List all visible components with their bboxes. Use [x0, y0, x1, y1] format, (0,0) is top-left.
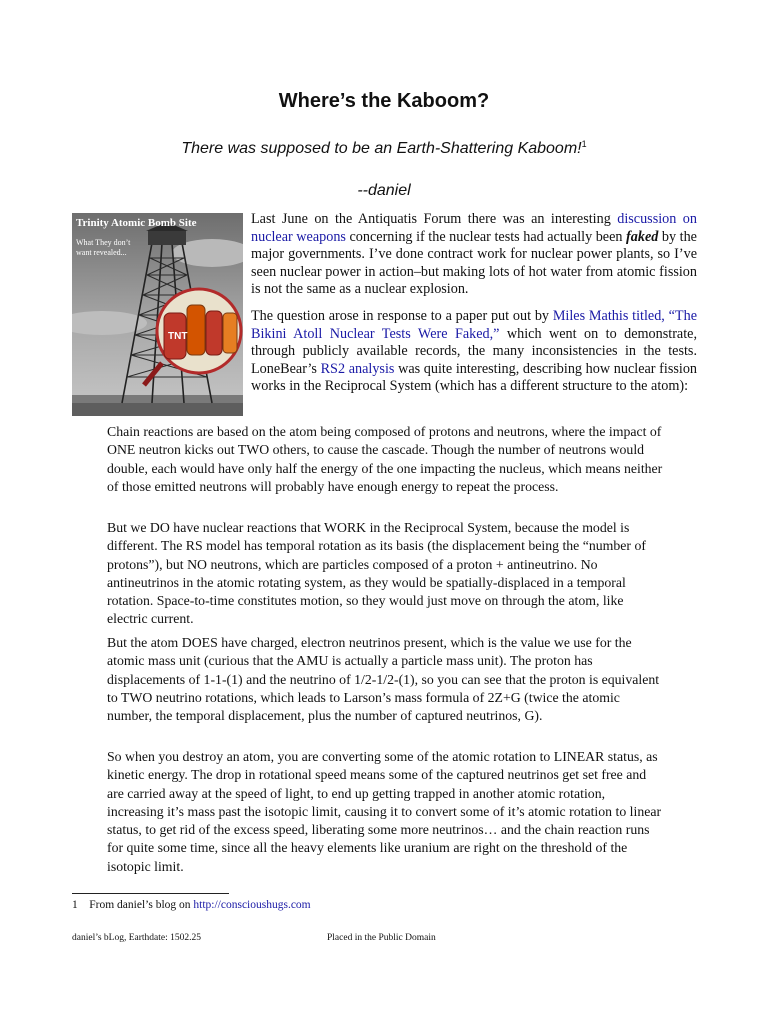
question-text-3: was quite interesting, describing how nuclear fission works in the Reciprocal System (which has a different structure to the atom):: [251, 360, 698, 395]
footnote: [72, 899, 311, 911]
intro-text-3: by the major governments. I’ve done contract work for nuclear power plants, so I’ve seen nuclear power in action–but making lots of hot water from atomic fission is not the same as a nuclear explosion.: [251, 228, 697, 298]
image-caption-line2: want revealed...: [76, 248, 127, 257]
intro-text-1: Last June on the Antiquatis Forum there was an interesting: [251, 211, 618, 227]
footnote-divider: [72, 893, 229, 894]
trinity-tower-illustration: [72, 213, 243, 416]
page-subtitle: [0, 139, 768, 158]
trinity-tower-image: [72, 213, 243, 416]
question-text-2: which went on to demonstrate, through publicly available records, the many inconsistencies in the tests. LoneBear’s: [251, 325, 697, 377]
question-text-1: The question arose in response to a paper put out by: [251, 308, 553, 324]
quote-paragraph-3: But the atom DOES have charged, electron neutrinos present, which is the value we use for the atomic mass unit (curious that the AMU is actually a particle mass unit). The proton has displacements of 1-1-(1) and the neutrino of 1/2-1/2-(1), so you can see that the proton is equivalent to TWO neutrino rotations, which leads to Larson’s mass formula of 2Z+G (twice the atomic number, the temporal displacement, plus the number of captured neutrinos, G).: [107, 635, 660, 724]
quote-paragraph-4: So when you destroy an atom, you are converting some of the atomic rotation to LINEAR status, as kinetic energy. The drop in rotational speed means some of the captured neutrinos get set free and are carried away at the speed of light, to end up getting trapped in another atomic rotation, increasing it’s mass past the isotopic limit, causing it to convert some of it’s atomic rotation to linear status, to get rid of the excess speed, liberating some more neutrinos… and the chain reaction runs for quite some time, since all the heavy elements like uranium are right on the threshold of the isotopic limit.: [107, 749, 662, 874]
footnote-text: From daniel’s blog on: [89, 899, 194, 911]
footer-left: daniel’s bLog, Earthdate: 1502.25: [72, 933, 202, 943]
quote-paragraph-1: Chain reactions are based on the atom being composed of protons and neutrons, where the impact of ONE neutron kicks out TWO others, to cause the cascade. Though the number of neutrons would double, each would have only half the energy of the one impacting the nucleus, which means neither of those emitted neutrons will probably have enough energy to repeat the process.: [107, 424, 663, 494]
subtitle-text: There was supposed to be an Earth-Shattering Kaboom!: [181, 140, 582, 157]
author-byline: --daniel: [357, 182, 411, 199]
footnote-number: 1: [72, 899, 78, 911]
question-paragraph: [251, 308, 697, 396]
barrel-label: TNT: [168, 331, 188, 342]
miles-mathis-link[interactable]: Miles Mathis titled, “The Bikini Atoll Nuclear Tests Were Faked,”: [251, 308, 697, 342]
page-title: Where’s the Kaboom?: [278, 90, 490, 112]
footnote-marker[interactable]: 1: [581, 139, 587, 149]
discussion-link[interactable]: discussion on nuclear weapons: [251, 211, 697, 245]
image-caption-title: Trinity Atomic Bomb Site: [76, 217, 197, 229]
intro-emphasis: faked: [626, 228, 659, 245]
intro-text-2: concerning if the nuclear tests had actually been: [345, 228, 627, 245]
conscioushugs-link[interactable]: http://conscioushugs.com: [193, 899, 311, 911]
rs2-analysis-link[interactable]: RS2 analysis: [320, 360, 395, 377]
image-caption-line1: What They don’t: [76, 238, 131, 247]
footer-center: Placed in the Public Domain: [327, 933, 436, 943]
intro-paragraph: [251, 211, 697, 299]
quote-paragraph-2: But we DO have nuclear reactions that WORK in the Reciprocal System, because the model is different. The RS model has temporal rotation as its basis (the displacement being the “number of protons”), but NO neutrons, which are particles composed of a proton + antineutrino. No antineutrinos in the atomic rotating system, as they would be spatially-displaced in a temporal rotation. Space-to-time constitutes motion, so they would just move on through the atom, like electric current.: [107, 520, 646, 627]
